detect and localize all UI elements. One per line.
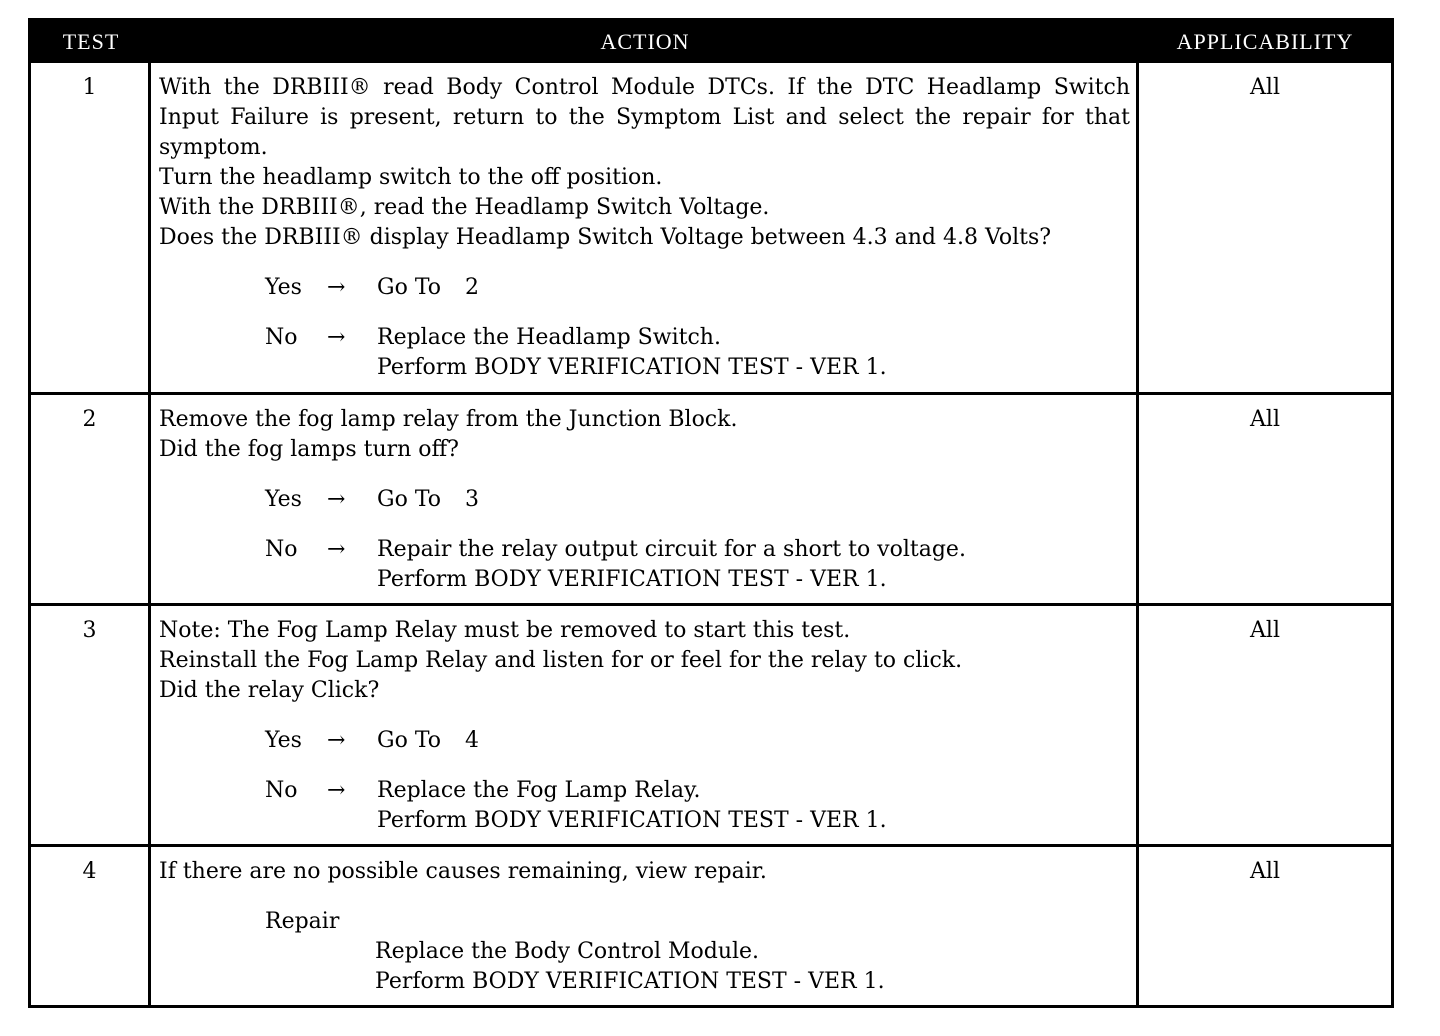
- arrow-right-icon: →: [327, 487, 346, 512]
- no-followup: Perform BODY VERIFICATION TEST - VER 1.: [377, 808, 887, 833]
- action-cell: [151, 847, 1139, 1005]
- go-to-target: 2: [465, 275, 480, 300]
- no-label: No: [265, 325, 298, 350]
- action-line: symptom.: [159, 135, 268, 160]
- action-line: With the DRBIII® read Body Control Module DTCs. If the DTC Headlamp Switch: [159, 75, 1130, 100]
- go-to-target: 3: [465, 487, 480, 512]
- yes-label: Yes: [265, 487, 302, 512]
- test-number: 3: [31, 606, 151, 844]
- no-branch: [265, 535, 1130, 565]
- action-line: Did the fog lamps turn off?: [159, 437, 459, 462]
- test-row-2: [31, 395, 1391, 606]
- repair-line: Replace the Body Control Module.: [375, 939, 760, 964]
- action-line: Did the relay Click?: [159, 678, 380, 703]
- applicability-value: All: [1250, 859, 1280, 884]
- action-line: Input Failure is present, return to the Symptom List and select the repair for that: [159, 105, 1130, 130]
- yes-branch: [265, 726, 1130, 756]
- no-branch: [265, 776, 1130, 806]
- arrow-right-icon: →: [327, 275, 346, 300]
- header-action: ACTION: [600, 29, 690, 54]
- test-row-3: [31, 606, 1391, 847]
- action-line: If there are no possible causes remaining, view repair.: [159, 859, 767, 884]
- no-branch: [265, 323, 1130, 353]
- arrow-right-icon: →: [327, 537, 346, 562]
- action-line: Remove the fog lamp relay from the Junction Block.: [159, 407, 738, 432]
- repair-label: Repair: [265, 909, 340, 934]
- go-to-text: Go To: [377, 275, 442, 300]
- action-cell: [151, 606, 1139, 844]
- no-result: Repair the relay output circuit for a short to voltage.: [377, 537, 966, 562]
- yes-label: Yes: [265, 728, 302, 753]
- action-cell: [151, 63, 1139, 392]
- arrow-right-icon: →: [327, 728, 346, 753]
- test-number: 2: [31, 395, 151, 603]
- yes-branch: [265, 273, 1130, 303]
- no-label: No: [265, 537, 298, 562]
- yes-branch: [265, 485, 1130, 515]
- header-test: TEST: [62, 29, 120, 54]
- action-cell: [151, 395, 1139, 603]
- table-header: [31, 21, 1391, 63]
- action-line: With the DRBIII®, read the Headlamp Switch Voltage.: [159, 195, 770, 220]
- no-result: Replace the Headlamp Switch.: [377, 325, 721, 350]
- test-row-1: [31, 63, 1391, 395]
- header-applicability: APPLICABILITY: [1176, 29, 1354, 54]
- test-row-4: [31, 847, 1391, 1005]
- yes-label: Yes: [265, 275, 302, 300]
- test-number: 1: [31, 63, 151, 392]
- applicability-value: All: [1250, 75, 1280, 100]
- arrow-right-icon: →: [327, 778, 346, 803]
- go-to-target: 4: [465, 728, 480, 753]
- arrow-right-icon: →: [327, 325, 346, 350]
- no-result: Replace the Fog Lamp Relay.: [377, 778, 701, 803]
- action-line: Turn the headlamp switch to the off position.: [159, 165, 663, 190]
- action-line: Note: The Fog Lamp Relay must be removed to start this test.: [159, 618, 851, 643]
- go-to-text: Go To: [377, 487, 442, 512]
- applicability-value: All: [1250, 618, 1280, 643]
- action-line: Does the DRBIII® display Headlamp Switch Voltage between 4.3 and 4.8 Volts?: [159, 225, 1052, 250]
- repair-line: Perform BODY VERIFICATION TEST - VER 1.: [375, 969, 885, 994]
- go-to-text: Go To: [377, 728, 442, 753]
- no-followup: Perform BODY VERIFICATION TEST - VER 1.: [377, 355, 887, 380]
- no-followup: Perform BODY VERIFICATION TEST - VER 1.: [377, 567, 887, 592]
- applicability-value: All: [1250, 407, 1280, 432]
- no-label: No: [265, 778, 298, 803]
- action-line: Reinstall the Fog Lamp Relay and listen for or feel for the relay to click.: [159, 648, 963, 673]
- diagnostic-test-table: [28, 18, 1394, 1008]
- test-number: 4: [31, 847, 151, 1005]
